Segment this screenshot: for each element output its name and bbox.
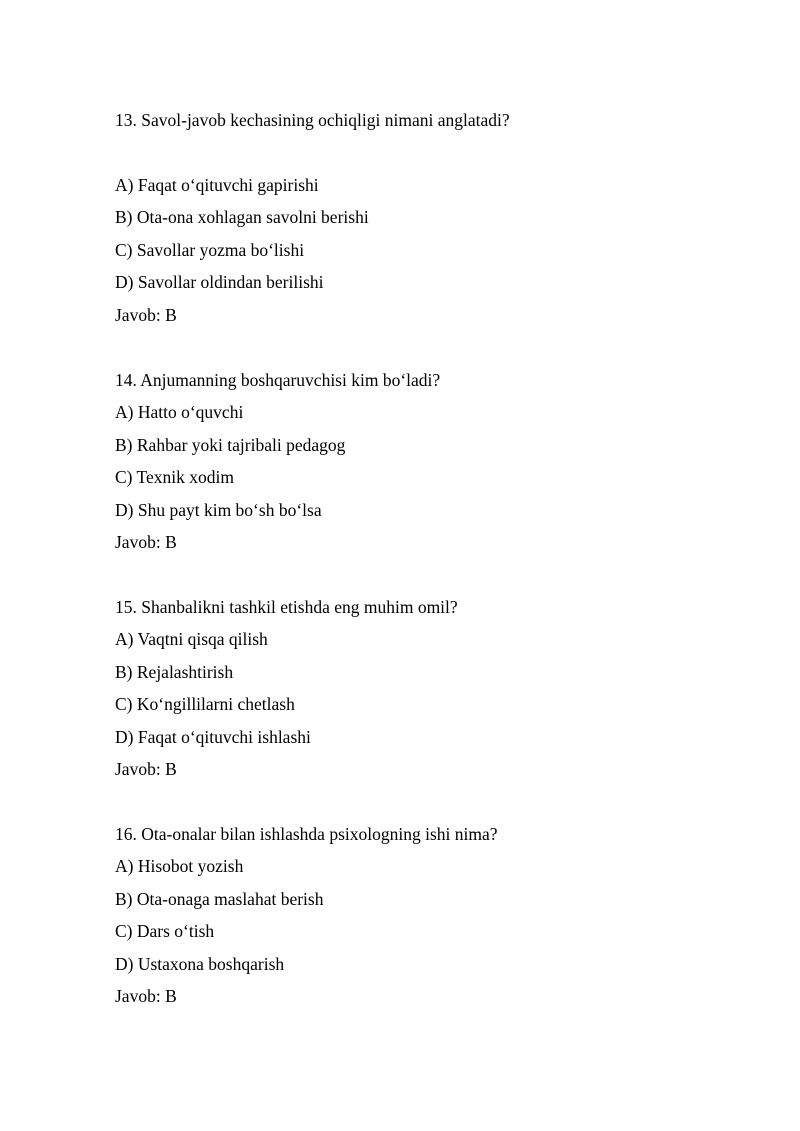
question-15-option-a: A) Vaqtni qisqa qilish: [115, 629, 268, 649]
question-14-option-c: C) Texnik xodim: [115, 467, 235, 487]
question-14-option-a: A) Hatto o‘quvchi: [115, 402, 244, 422]
question-13-option-c: C) Savollar yozma bo‘lishi: [115, 240, 305, 260]
question-15-option-b: B) Rejalashtirish: [115, 662, 234, 682]
question-16-option-c: C) Dars o‘tish: [115, 921, 215, 941]
question-13-option-a: A) Faqat o‘qituvchi gapirishi: [115, 175, 319, 195]
question-16-answer: Javob: B: [115, 986, 177, 1006]
question-14-text: 14. Anjumanning boshqaruvchisi kim bo‘ladi?: [115, 370, 441, 390]
question-13-option-d: D) Savollar oldindan berilishi: [115, 272, 324, 292]
question-15-option-d: D) Faqat o‘qituvchi ishlashi: [115, 727, 311, 747]
question-14-option-d: D) Shu payt kim bo‘sh bo‘lsa: [115, 500, 322, 520]
question-15-option-c: C) Ko‘ngillilarni chetlash: [115, 694, 295, 714]
question-14-option-b: B) Rahbar yoki tajribali pedagog: [115, 435, 346, 455]
question-15-answer: Javob: B: [115, 759, 177, 779]
question-14-answer: Javob: B: [115, 532, 177, 552]
question-16-option-a: A) Hisobot yozish: [115, 856, 244, 876]
question-13-answer: Javob: B: [115, 305, 177, 325]
question-16-option-b: B) Ota-onaga maslahat berish: [115, 889, 324, 909]
question-16-option-d: D) Ustaxona boshqarish: [115, 954, 285, 974]
question-15-text: 15. Shanbalikni tashkil etishda eng muhim omil?: [115, 597, 458, 617]
question-13-option-b: B) Ota-ona xohlagan savolni berishi: [115, 207, 369, 227]
question-16-text: 16. Ota-onalar bilan ishlashda psixologning ishi nima?: [115, 824, 498, 844]
question-13-text: 13. Savol-javob kechasining ochiqligi nimani anglatadi?: [115, 110, 510, 130]
